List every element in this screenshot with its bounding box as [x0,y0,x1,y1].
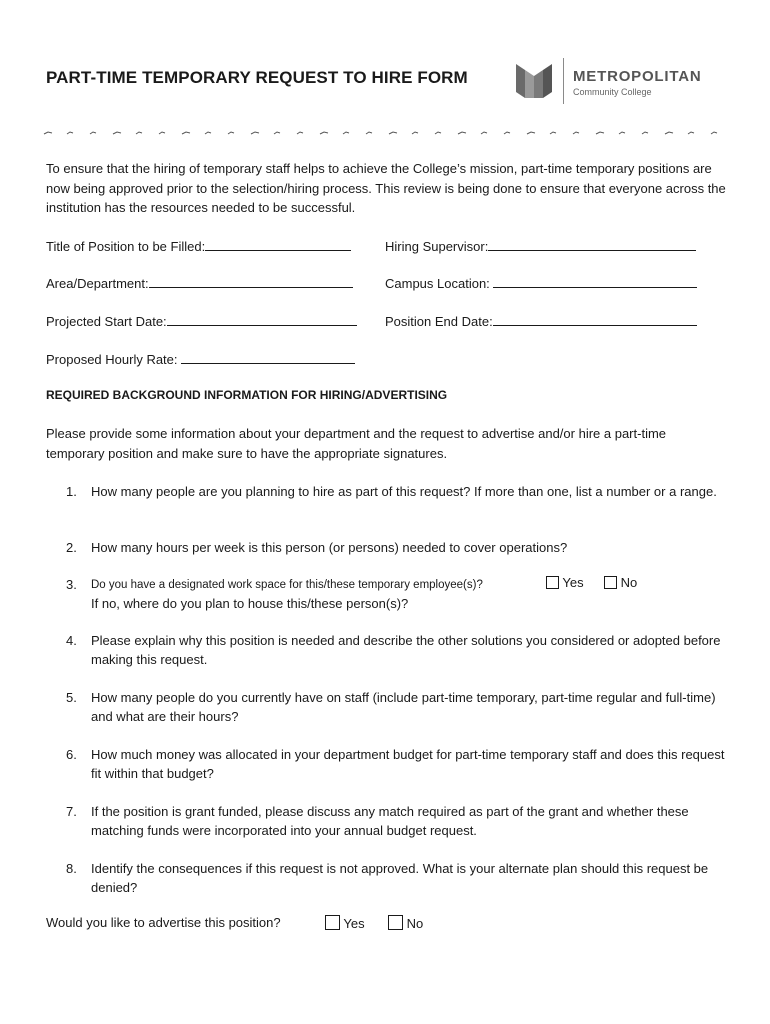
decorative-dash [435,132,441,134]
decorative-dash [44,132,52,134]
question-8 [46,859,726,899]
form-title: PART-TIME TEMPORARY REQUEST TO HIRE FORM [46,68,468,87]
question-text: How many people are you planning to hire as part of this request? If more than one, list a number or a range. [91,484,717,499]
question-text: How many people do you currently have on staff (include part-time temporary, part-time regular and full-time) and what are their hours? [91,690,716,724]
title-of-position-field[interactable] [46,236,351,254]
decorative-dash [366,132,372,134]
college-logo [516,56,716,106]
question-text: Do you have a designated work space for this/these temporary employee(s)? [91,579,483,591]
decorative-dash [228,132,234,134]
area-department-line[interactable] [149,273,353,288]
decorative-dash [67,132,73,134]
question-number: 1. [66,484,77,499]
decorative-dash [527,132,535,134]
advertise-yes-label: Yes [343,916,365,931]
position-end-label: Position End Date: [385,314,493,329]
decorative-dash [90,132,96,134]
question-number: 3. [66,577,77,592]
campus-location-label: Campus Location: [385,276,490,291]
decorative-dash [711,132,717,134]
decorative-dash [159,132,165,134]
hourly-rate-label: Proposed Hourly Rate: [46,352,178,367]
advertise-no-label: No [406,916,424,931]
decorative-dash [550,132,556,134]
decorative-dash [458,132,466,134]
hiring-supervisor-field[interactable] [385,236,696,254]
advertise-no-checkbox[interactable] [388,915,403,930]
workspace-no-checkbox[interactable] [604,576,617,589]
advertise-yes-checkbox[interactable] [325,915,340,930]
projected-start-label: Projected Start Date: [46,314,167,329]
logo-mark-icon [516,64,552,98]
decorative-dash [619,132,625,134]
decorative-dash [205,132,211,134]
question-number: 5. [66,690,77,705]
advertise-yes-option[interactable] [325,915,365,931]
question-7 [46,802,726,842]
projected-start-field[interactable] [46,311,357,329]
question-text: How many hours per week is this person (or persons) needed to cover operations? [91,540,568,555]
decorative-dash [412,132,418,134]
logo-name: METROPOLITAN [573,68,702,85]
decorative-dash [182,132,190,134]
decorative-dash [481,132,487,134]
decorative-dash [389,132,397,134]
hiring-supervisor-label: Hiring Supervisor: [385,239,489,254]
question-text: Identify the consequences if this request is not approved. What is your alternate plan should this request be denied? [91,861,709,895]
advertise-question: Would you like to advertise this position? [46,915,281,930]
question-number: 7. [66,804,77,819]
hourly-rate-line[interactable] [181,349,355,364]
decorative-dash [688,132,694,134]
decorative-dash [596,132,604,134]
question-2 [46,538,726,558]
logo-divider [563,58,564,104]
intro-paragraph: To ensure that the hiring of temporary staff helps to achieve the College’s mission, part-time temporary positions are now being approved prior to the selection/hiring process. This review is being done to ensure that everyone across the institution has the resources needed to be successful. [46,161,726,215]
workspace-yes-option[interactable] [546,575,584,590]
question-text: Please explain why this position is needed and describe the other solutions you considered or adopted before making this request. [91,633,721,667]
decorative-dash [504,132,510,134]
decorative-dash [573,132,579,134]
title-of-position-label: Title of Position to be Filled: [46,239,206,254]
decorative-dash [251,132,259,134]
decorative-dash [297,132,303,134]
advertise-no-option[interactable] [388,915,423,931]
position-end-line[interactable] [493,311,697,326]
question-6 [46,745,726,785]
question-number: 4. [66,633,77,648]
decorative-dash [136,132,142,134]
workspace-no-label: No [620,575,638,590]
decorative-dash [665,132,673,134]
question-followup-text: If no, where do you plan to house this/these person(s)? [91,596,409,611]
workspace-yes-label: Yes [562,575,584,590]
question-number: 2. [66,540,77,555]
question-number: 6. [66,747,77,762]
hiring-supervisor-line[interactable] [488,236,696,251]
workspace-yes-checkbox[interactable] [546,576,559,589]
decorative-dash [113,132,121,134]
question-4 [46,631,726,671]
question-text: How much money was allocated in your department budget for part-time temporary staff and does this request fit within that budget? [91,747,725,781]
question-number: 8. [66,861,77,876]
campus-location-line[interactable] [493,273,697,288]
decorative-divider [40,128,730,138]
question-5 [46,688,726,728]
hourly-rate-field[interactable] [46,349,355,367]
position-end-field[interactable] [385,311,697,329]
decorative-dash [274,132,280,134]
area-department-label: Area/Department: [46,276,149,291]
section-description: Please provide some information about your department and the request to advertise and/or hire a part-time temporary position and make sure to have the appropriate signatures. [46,426,667,461]
projected-start-line[interactable] [167,311,357,326]
decorative-dash [642,132,648,134]
campus-location-field[interactable] [385,273,697,291]
question-text: If the position is grant funded, please discuss any match required as part of the grant and whether these matching funds were incorporated into your annual budget request. [91,804,689,838]
area-department-field[interactable] [46,273,353,291]
workspace-no-option[interactable] [604,575,637,590]
logo-subtitle: Community College [573,87,652,97]
section-heading: REQUIRED BACKGROUND INFORMATION FOR HIRING/ADVERTISING [46,388,448,402]
title-of-position-line[interactable] [205,236,351,251]
question-1 [46,482,726,522]
decorative-dash [320,132,328,134]
decorative-dash [343,132,349,134]
